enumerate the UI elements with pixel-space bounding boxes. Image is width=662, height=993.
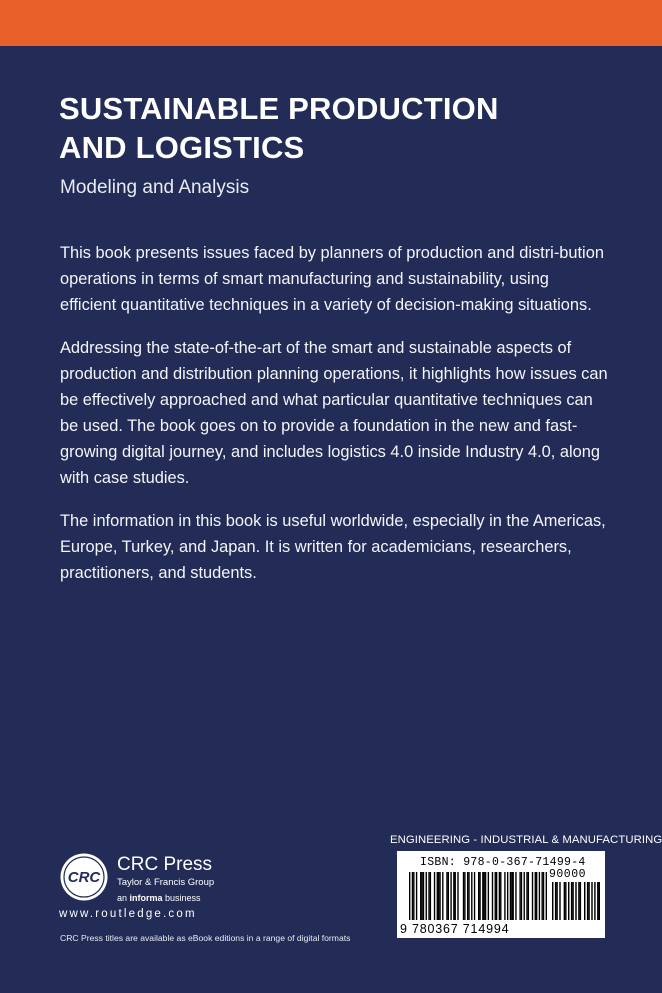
barcode-bar	[416, 872, 417, 920]
informa-prefix: an	[117, 893, 130, 903]
price-barcode-bar	[559, 882, 560, 920]
barcode-bar	[448, 872, 449, 920]
price-barcode-bar	[568, 882, 569, 920]
price-barcode-bar	[572, 882, 573, 920]
price-barcode-bar	[588, 882, 589, 920]
barcode-bar	[519, 872, 520, 920]
crc-press-logo	[60, 853, 108, 901]
price-barcode-bar	[584, 882, 585, 920]
barcode-bar	[439, 872, 440, 920]
isbn-text: ISBN: 978-0-367-71499-4	[420, 856, 586, 869]
barcode-bar	[464, 872, 465, 920]
barcode-bar	[437, 872, 438, 920]
barcode-bar	[526, 872, 527, 920]
barcode-bar	[438, 872, 439, 920]
barcode-bar	[412, 872, 413, 920]
description-paragraph-3: The information in this book is useful worldwide, especially in the Americas, Europe, Turkey, and Japan. It is written for academicians, researchers, practitioners, and students.	[60, 512, 606, 582]
barcode-bar	[423, 872, 424, 920]
barcode-bar	[421, 872, 422, 920]
barcode-bar	[446, 872, 447, 920]
barcode-bar	[539, 872, 540, 920]
barcode-bar	[420, 872, 421, 920]
price-barcode-bar	[587, 882, 588, 920]
price-barcode-bar	[556, 882, 557, 920]
barcode-bar	[455, 872, 456, 920]
price-barcode-bar	[580, 882, 581, 920]
barcode-bar	[457, 872, 458, 920]
barcode-bar	[536, 872, 537, 920]
barcode-bar	[495, 872, 496, 920]
barcode-bar	[471, 872, 472, 920]
price-barcode-bar	[575, 882, 576, 920]
barcode-bar	[485, 872, 486, 920]
barcode-bar	[478, 872, 479, 920]
price-barcode-bar	[594, 882, 595, 920]
barcode-bar	[528, 872, 529, 920]
informa-business	[117, 892, 201, 904]
barcode-digits: 9 780367 714994	[400, 922, 510, 936]
barcode-bar	[463, 872, 464, 920]
barcode-bar	[484, 872, 485, 920]
barcode-bar	[426, 872, 427, 920]
barcode-bar	[492, 872, 493, 920]
barcode-bar	[499, 872, 500, 920]
isbn-barcode	[397, 851, 605, 938]
barcode-bar	[532, 872, 533, 920]
price-barcode-bar	[564, 882, 565, 920]
barcode-bar	[468, 872, 469, 920]
barcode-bar	[467, 872, 468, 920]
informa-brand: informa	[129, 893, 163, 903]
barcode-bar	[453, 872, 454, 920]
price-barcode-bar	[552, 882, 553, 920]
description-paragraph-2: Addressing the state-of-the-art of the smart and sustainable aspects of production and distribution planning operations, it highlights how issues can be effectively approached and what particular quantitative techniques can be used. The book goes on to provide a foundation in the new and fast-growing digital journey, and includes logistics 4.0 inside Industry 4.0, along with case studies.	[60, 339, 608, 487]
book-title-line-1: SUSTAINABLE PRODUCTION	[59, 91, 499, 126]
barcode-bar	[409, 872, 410, 920]
barcode-bar	[500, 872, 501, 920]
price-barcode-bar	[565, 882, 566, 920]
barcode-bar	[474, 872, 475, 920]
barcode-bar	[510, 872, 511, 920]
barcode-bar	[543, 872, 544, 920]
barcode-bar	[521, 872, 522, 920]
informa-suffix: business	[162, 893, 201, 903]
barcode-bar	[496, 872, 497, 920]
barcode-bar	[442, 872, 443, 920]
barcode-bar	[482, 872, 483, 920]
barcode-bar	[428, 872, 429, 920]
price-barcode-bar	[571, 882, 572, 920]
top-accent-band	[0, 0, 662, 46]
barcode-bar	[515, 872, 516, 920]
price-barcode-bar	[578, 882, 579, 920]
publisher-group: Taylor & Francis Group	[117, 877, 215, 888]
price-barcode-bar	[591, 882, 592, 920]
subject-category: ENGINEERING - INDUSTRIAL & MANUFACTURING	[390, 834, 662, 846]
barcode-bar	[535, 872, 536, 920]
description-paragraph-1: This book presents issues faced by planners of production and distri-bution operations in terms of smart manufacturing and sustainability, using efficient quantitative techniques in a variety of decision-making situations.	[60, 244, 604, 314]
publisher-website[interactable]: www.routledge.com	[59, 908, 197, 920]
barcode-bar	[507, 872, 508, 920]
barcode-bar	[488, 872, 489, 920]
book-title	[59, 89, 619, 167]
barcode-bar	[513, 872, 514, 920]
barcode-bar	[504, 872, 505, 920]
barcode-bar	[546, 872, 547, 920]
price-barcode-bar	[555, 882, 556, 920]
barcode-bar	[541, 872, 542, 920]
price-barcode-bar	[597, 882, 598, 920]
book-description	[60, 240, 608, 603]
barcode-bar	[450, 872, 451, 920]
price-barcode-bar	[599, 882, 600, 920]
book-subtitle: Modeling and Analysis	[60, 177, 250, 198]
crc-logo-text: CRC	[67, 869, 101, 886]
ebook-availability-note: CRC Press titles are available as eBook editions in a range of digital formats	[60, 933, 351, 943]
price-code: 90000	[549, 868, 587, 881]
barcode-bar	[413, 872, 414, 920]
barcode-bar	[511, 872, 512, 920]
barcode-bar	[524, 872, 525, 920]
publisher-name: CRC Press	[117, 854, 213, 875]
barcode-bar	[430, 872, 431, 920]
book-title-line-2: AND LOGISTICS	[59, 130, 305, 165]
barcode-bar	[479, 872, 480, 920]
barcode-bar	[434, 872, 435, 920]
